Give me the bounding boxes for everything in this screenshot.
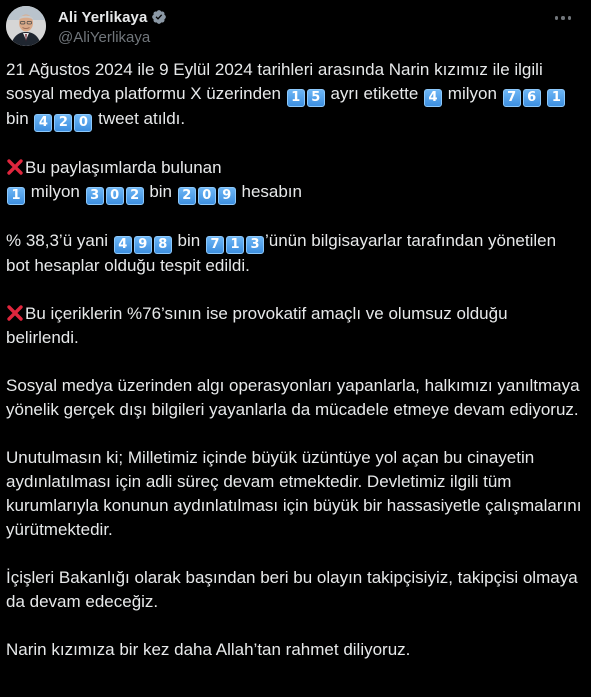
keycap-digit: 4	[424, 89, 442, 107]
keycap-digit: 4	[34, 114, 52, 132]
keycap-digit: 1	[287, 89, 305, 107]
keycap-digit: 5	[307, 89, 325, 107]
text-segment: hesabın	[241, 182, 302, 201]
keycap-digit: 1	[547, 89, 565, 107]
avatar[interactable]	[6, 6, 46, 46]
text-segment: milyon	[30, 182, 80, 201]
cross-mark-icon	[6, 158, 24, 176]
keycap-digit: 7	[503, 89, 521, 107]
text-segment: ’ünün bilgisayarlar tarafından yönetilen bot hesaplar olduğu tespit edildi.	[6, 231, 557, 275]
tweet-header	[6, 6, 585, 48]
keycap-digit: 3	[246, 236, 264, 254]
keycap-digit: 4	[114, 236, 132, 254]
keycap-digit: 3	[86, 187, 104, 205]
text-segment: % 38,3’ü yani	[6, 231, 109, 250]
keycap-digit: 9	[218, 187, 236, 205]
paragraph-5: Sosyal medya üzerinden algı operasyonları yapanlarla, halkımızı yanıltmaya yönelik gerçek dışı bilgileri yayanlarla da mücadele etmeye devam ediyoruz.	[6, 376, 580, 419]
handle[interactable]: @AliYerlikaya	[58, 29, 151, 46]
more-options-icon[interactable]	[551, 8, 575, 28]
text-segment: tweet atıldı.	[98, 109, 186, 128]
paragraph-3	[6, 229, 582, 278]
tweet-text	[6, 58, 582, 662]
keycap-digit: 1	[7, 187, 25, 205]
verified-badge-icon	[151, 9, 167, 25]
keycap-digit: 0	[198, 187, 216, 205]
text-segment: bin	[149, 182, 173, 201]
keycap-digit: 2	[178, 187, 196, 205]
text-segment: 21 Ağustos 2024 ile 9 Eylül 2024 tarihleri arasında Narin kızımız ile ilgili sosyal medya platformu X üzerinden	[6, 60, 543, 103]
text-segment: ayrı etikette	[330, 84, 419, 103]
text-segment: milyon	[447, 84, 497, 103]
paragraph-8: Narin kızımıza bir kez daha Allah’tan rahmet diliyoruz.	[6, 640, 411, 659]
paragraph-6: Unutulmasın ki; Milletimiz içinde büyük üzüntüye yol açan bu cinayetin aydınlatılması için adli süreç devam etmektedir. Devletimiz ilgili tüm kurumlarıyla konunun aydınlatılması için büyük bir hassasiyetle çalışmalarını yürütmektedir.	[6, 448, 582, 539]
text-segment: Bu içeriklerin %76’sının ise provokatif amaçlı ve olumsuz olduğu belirlendi.	[6, 304, 508, 347]
keycap-digit: 2	[54, 114, 72, 132]
keycap-digit: 0	[106, 187, 124, 205]
paragraph-1	[6, 58, 582, 132]
text-segment: bin	[177, 231, 201, 250]
keycap-digit: 8	[154, 236, 172, 254]
display-name[interactable]: Ali Yerlikaya	[58, 8, 148, 26]
paragraph-2	[6, 156, 582, 205]
keycap-digit: 0	[74, 114, 92, 132]
paragraph-4	[6, 302, 582, 350]
text-segment: Bu paylaşımlarda bulunan	[25, 158, 222, 177]
cross-mark-icon	[6, 304, 24, 322]
text-segment: bin	[6, 109, 29, 128]
keycap-digit: 2	[126, 187, 144, 205]
keycap-digit: 6	[523, 89, 541, 107]
keycap-digit: 1	[226, 236, 244, 254]
name-row	[58, 8, 167, 26]
paragraph-7: İçişleri Bakanlığı olarak başından beri bu olayın takipçisiyiz, takipçisi olmaya da devam edeceğiz.	[6, 568, 578, 611]
keycap-digit: 7	[206, 236, 224, 254]
keycap-digit: 9	[134, 236, 152, 254]
